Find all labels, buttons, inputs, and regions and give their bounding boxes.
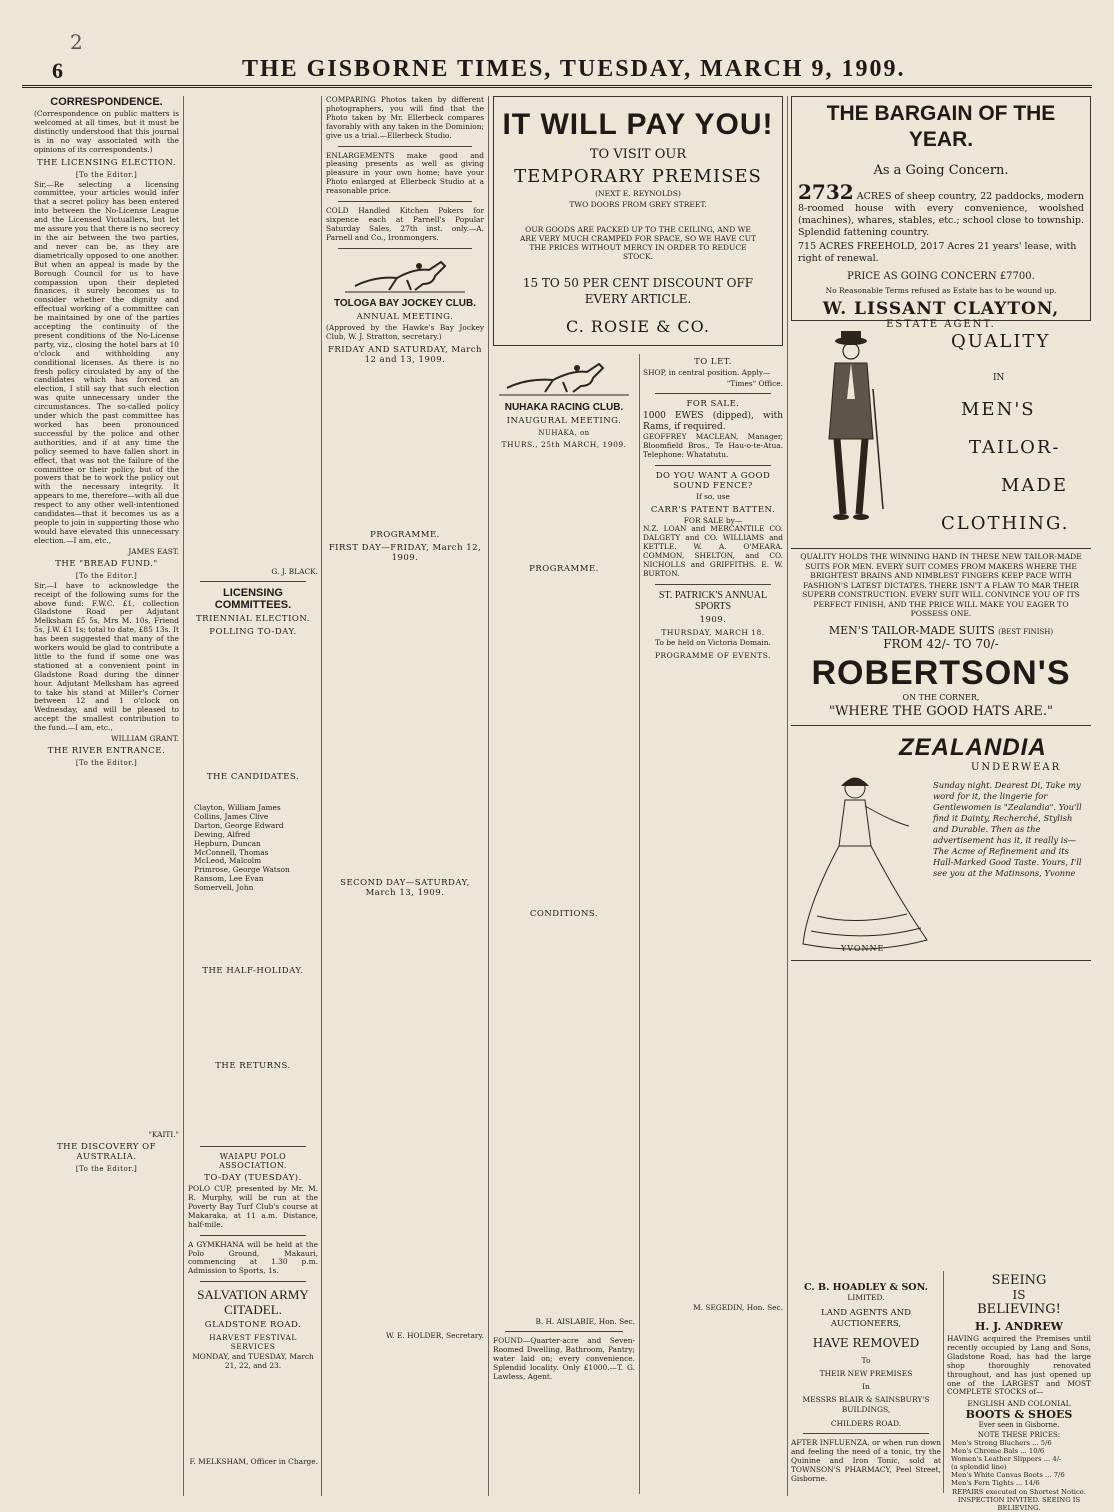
- maclean-contact: GEOFFREY MACLEAN, Manager, Bloomfield Bros., Te Hau-o-te-Atua. Telephone: Whatatutu.: [643, 431, 783, 459]
- pay-firm: C. ROSIE & CO.: [566, 317, 710, 336]
- tologa-subtitle: ANNUAL MEETING.: [356, 311, 454, 322]
- divider: [200, 581, 306, 582]
- letter-to: [To the Editor.]: [75, 759, 138, 768]
- for-sale-heading: FOR SALE.: [686, 398, 740, 409]
- column-rule: [321, 96, 322, 1496]
- inspection-note: INSPECTION INVITED. SEEING IS BELIEVING.: [957, 1496, 1081, 1512]
- patrick-programme: PROGRAMME OF EVENTS.: [654, 650, 772, 660]
- quality-text: QUALITY HOLDS THE WINNING HAND IN THESE NEW TAILOR-MADE SUITS FOR MEN. EVERY SUIT COMES FROM MAKERS WHERE THE BRIGHTEST BRAINS AND NIMBLEST FINGERS KEEP PACE WITH FASHION'S LATEST DICTATES. THERE ISN'T A FLAW TO MAR THEIR SUPERB CONSTRUCTION. EVERY SUIT WILL CONVINCE YOU OF ITS PERFECT FINISH, AND THE PRICE WILL MAKE YOU EAGER TO POSSESS ONE.: [800, 552, 1082, 618]
- pay-goods: OUR GOODS ARE PACKED UP TO THE CEILING, AND WE ARE VERY MUCH CRAMPED FOR SPACE, SO WE HAVE CUT THE PRICES WITHOUT MERCY IN ORDER TO REDUCE STOCK.: [519, 225, 757, 261]
- repairs-note: REPAIRS executed on Shortest Notice.: [952, 1488, 1086, 1497]
- made-word: MADE: [1001, 475, 1069, 496]
- racehorse-icon: [499, 358, 629, 398]
- divider: [338, 146, 472, 147]
- column-tologa: [326, 96, 484, 1496]
- returns-heading: THE RETURNS.: [215, 1061, 291, 1072]
- prices-title: NOTE THESE PRICES:: [977, 1431, 1061, 1440]
- suits-best-finish: (BEST FINISH): [998, 627, 1054, 636]
- mens-word: MEN'S: [961, 399, 1036, 420]
- nuhaka-title: NUHAKA RACING CLUB.: [504, 402, 624, 413]
- andrew-advert: [947, 1271, 1091, 1512]
- lady-figure-icon: [797, 766, 937, 956]
- gymkhana-text: A GYMKHANA will be held at the Polo Ground, Makauri, commencing at 1.30 p.m. Admission to Sports, 1s.: [188, 1239, 318, 1276]
- candidate-name: McLeod, Malcolm: [194, 856, 262, 866]
- clothing-word: CLOTHING.: [941, 513, 1070, 534]
- to-let-heading: TO LET.: [694, 357, 732, 367]
- candidate-name: Collins, James Clive: [194, 811, 269, 821]
- licensing-heading: LICENSING COMMITTEES.: [214, 587, 292, 611]
- robertsons-title: ROBERTSON'S: [811, 653, 1071, 692]
- column-display-ads: [791, 96, 1091, 1512]
- believing-word: BELIEVING!: [977, 1302, 1061, 1317]
- polling-heading: POLLING TO-DAY.: [209, 627, 297, 637]
- patrick-title: ST. PATRICK'S ANNUAL SPORTS: [658, 589, 768, 612]
- pay-premises: TEMPORARY PREMISES: [514, 166, 762, 187]
- pay-next: (NEXT E. REYNOLDS): [595, 189, 681, 198]
- letter-title: THE RIVER ENTRANCE.: [47, 746, 166, 757]
- divider: [200, 1281, 306, 1282]
- letter-title: THE "BREAD FUND.": [55, 558, 158, 569]
- divider: [655, 465, 771, 466]
- divider: [338, 201, 472, 202]
- officer-signature: F. MELKSHAM, Officer in Charge.: [189, 1457, 318, 1467]
- bargain-freehold: 715 ACRES FREEHOLD, 2017 Acres 21 years' lease, with right of renewal.: [798, 241, 1077, 264]
- letter-to: [To the Editor.]: [75, 170, 138, 179]
- candidate-name: Darton, George Edward: [194, 820, 284, 830]
- price-item: Men's Fern Tights ... 14/6: [951, 1479, 1040, 1488]
- letter-to: [To the Editor.]: [75, 1165, 138, 1174]
- candidate-name: Ransom, Lee Evan: [194, 874, 264, 884]
- tailor-word: TAILOR-: [969, 437, 1061, 458]
- nuhaka-events: [493, 576, 635, 906]
- column-rule: [183, 96, 184, 1496]
- fence-question: DO YOU WANT A GOOD SOUND FENCE?: [655, 470, 771, 491]
- divider: [655, 584, 771, 585]
- candidate-name: Hepburn, Duncan: [194, 838, 261, 848]
- suits-price: FROM 42/- TO 70/-: [883, 636, 999, 651]
- polo-heading: WAIAPU POLO ASSOCIATION.: [219, 1152, 287, 1171]
- nuhaka-place: NUHAKA, on: [538, 429, 590, 437]
- subcolumn-classified: [643, 354, 783, 1315]
- harvest-heading: HARVEST FESTIVAL SERVICES: [209, 1333, 297, 1352]
- boots-shoes: BOOTS & SHOES: [965, 1408, 1073, 1422]
- bargain-description: ACRES of sheep country, 22 paddocks, modern 8-roomed house with every convenience, woolshed (machines), whares, stables, etc.; school close to township. Splendid fattening country.: [798, 191, 1084, 238]
- hoadley-removed: HAVE REMOVED: [812, 1336, 920, 1350]
- tologa-dates: FRIDAY AND SATURDAY, March 12 and 13, 1909.: [328, 344, 482, 365]
- half-holiday-heading: THE HALF-HOLIDAY.: [202, 966, 304, 977]
- discovery-letter-continued: [188, 96, 318, 566]
- programme-heading: PROGRAMME.: [370, 529, 440, 540]
- conditions-text: [493, 921, 635, 1316]
- clayton-name: W. LISSANT CLAYTON,: [822, 299, 1060, 319]
- pokers-ad: COLD Handled Kitchen Pokers for sixpence each at Parnell's Popular Saturday Sales, 27th inst. only.—A. Parnell and Co., Ironmongers.: [326, 206, 484, 242]
- column-rule: [943, 1271, 944, 1493]
- price-item: Men's White Canvas Boots ... 7/6: [951, 1471, 1065, 1480]
- nuhaka-programme: PROGRAMME.: [529, 564, 599, 574]
- bargain-price: PRICE AS GOING CONCERN £7700.: [847, 271, 1035, 282]
- zealandia-title: ZEALANDIA: [899, 733, 1047, 761]
- letter-body-illegible: [34, 769, 179, 1129]
- andrew-text: HAVING acquired the Premises until recently occupied by Lang and Sons, Gladstone Road, has had the large shop thoroughly renovated throughout, and has just opened up one of the LARGEST and MOST COMPLETE STOCKS of—: [947, 1334, 1091, 1397]
- candidates-heading: THE CANDIDATES.: [206, 772, 300, 782]
- suits-label: MEN'S TAILOR-MADE SUITS: [828, 623, 995, 637]
- letter-signature: WILLIAM GRANT.: [111, 734, 179, 744]
- second-day-heading: SECOND DAY—SATURDAY, March 13, 1909.: [340, 877, 470, 898]
- robertsons-corner: ON THE CORNER,: [902, 692, 980, 702]
- letter-signature: "KAITI.": [148, 1130, 179, 1140]
- enlargement-ad: ENLARGEMENTS make good and pleasing presents as well as giving pleasure in your own home; have your Photo enlarged at Ellerbeck Studio at a reasonable price.: [326, 150, 484, 196]
- candidate-name: Primrose, George Watson: [194, 865, 290, 875]
- letter-body: Sir,—I have to acknowledge the receipt of the following sums for the above fund: F.W.C. £1, collection Gladstone Road per Adjutant Melksham £5 5s, Mrs M. 10s, Friend 5s, J.W. £1 1s; total to date, £85 13s. It has been suggested that many of the workers would be glad to contribute a little to the fund if some one was stationed at a convenient point in Gladstone Road during the dinner hour. Adjutant Melksham has agreed to take his stand at Miller's Corner between 12 and 1 o'clock on Wednesday, and will be pleased to accept the smallest contribution to the fund.—I am, etc.,: [34, 580, 179, 733]
- letter-body: Sir,—Re selecting a licensing committee, your articles would infer that a secret policy has been entered into between the No-License League and the Licensed Victuallers, but let me assure you that there is no secrecy in the air between the two parties, and never can be, as they are diametrically opposed to one another. But when an appeal is made by the Borough Council for us to have compassion upon their depleted finances, it surely becomes us to consider whether the dignity and effectual working of a committee can be maintained by one of the parties accepting the continuity of the present conditions of the No-License party, viz., closing the hotel bars at 10 o'clock and withholding any conditional licenses. As there is no fresh policy circulated by any of the candidates which has forced an election, I still say that such election was quite unnecessary under the circumstances. The so-called policy under which the past committee has worked has been pronounced successful by the police and other authorities, and if at any time the policy seemed to have fallen short in effect, that was not the failure of the committee or their policy, but of the powers that be to work the policy out with the necessary integrity. It appears to me, therefore—with all due respect to any other well-intentioned candidates—that it becomes us as a people to join in supporting those who would have elevated this unnecessary election.—I am, etc.,: [34, 179, 179, 545]
- candidate-name: Somervell, John: [194, 883, 254, 893]
- bargain-subtitle: As a Going Concern.: [873, 163, 1009, 178]
- corner-mark: 2: [70, 30, 83, 54]
- tologa-approval: (Approved by the Hawke's Bay Jockey Club, W. J. Stratton, secretary.): [326, 322, 484, 341]
- polo-cup-text: POLO CUP, presented by Mr. M. R. Murphy, will be run at the Poverty Bay Turf Club's course at Makaraka, at 11 a.m. Distance, half-mile.: [188, 1184, 318, 1229]
- andrew-name: H. J. ANDREW: [974, 1320, 1064, 1333]
- photo-ad: COMPARING Photos taken by different photographers, you will find that the Photo taken by Mr. Ellerbeck compares favorably with any taken in the Dominion; give us a trial.—Ellerbeck Studio.: [326, 95, 484, 140]
- correspondence-intro: (Correspondence on public matters is welcomed at all times, but it must be distinctly understood that this journal is in no way associated with the opinions of its correspondents.): [34, 109, 179, 154]
- secretary-signature: W. E. HOLDER, Secretary.: [385, 1330, 484, 1340]
- bargain-advert: [791, 96, 1091, 330]
- ever-seen: Ever seen in Gisborne.: [978, 1421, 1060, 1430]
- hoadley-in: In: [862, 1382, 870, 1391]
- tailor-advert: [791, 321, 1091, 549]
- price-item: Women's Leather Slippers ... 4/-: [951, 1455, 1062, 1464]
- fence-sale: FOR SALE by—: [683, 515, 743, 525]
- tologa-officers: [326, 367, 484, 527]
- divider: [338, 248, 472, 249]
- first-day-heading: FIRST DAY—FRIDAY, March 12, 1909.: [328, 542, 482, 563]
- divider: [200, 1235, 306, 1236]
- nuhaka-subtitle: INAUGURAL MEETING.: [506, 416, 622, 426]
- divider: [803, 1433, 929, 1434]
- salvation-title: SALVATION ARMY CITADEL.: [197, 1287, 309, 1318]
- letter-title: THE LICENSING ELECTION.: [37, 157, 176, 168]
- price-item: Men's Strong Bluchers ... 5/6: [951, 1439, 1052, 1448]
- racehorse-icon: [345, 254, 465, 294]
- divider: [505, 1331, 623, 1332]
- zealandia-advert: [791, 726, 1091, 961]
- found-ad: FOUND—Quarter-acre and Seven-Roomed Dwelling, Bathroom, Pantry; water laid on; every convenience. Splendid locality. Only £1000.—T. G. Lawless, Agent.: [493, 1336, 635, 1381]
- bargain-title: THE BARGAIN OF THE YEAR.: [826, 102, 1056, 151]
- patrick-events: [643, 662, 783, 1302]
- pay-visit: TO VISIT OUR: [589, 147, 687, 162]
- fence-agents: N.Z. LOAN and MERCANTILE CO. DALGETY and CO. WILLIAMS and KETTLE. W. A. O'MEARA. COMMON, SHELTON, and CO. NICHOLLS and GRIFFITHS. E. W. BURTON.: [643, 524, 783, 578]
- fence-so: If so, use: [696, 491, 730, 501]
- hoadley-advert: [791, 1278, 941, 1493]
- polling-text: [188, 639, 318, 769]
- candidate-name: McConnell, Thomas: [194, 847, 269, 857]
- hoadley-agents: LAND AGENTS AND AUCTIONEERS,: [821, 1308, 911, 1329]
- times-office: "Times" Office.: [726, 378, 783, 388]
- nuhaka-date: THURS., 25th MARCH, 1909.: [501, 440, 627, 449]
- bargain-note: No Reasonable Terms refused as Estate has to be wound up.: [825, 286, 1057, 295]
- triennial-heading: TRIENNIAL ELECTION.: [196, 614, 310, 624]
- second-day-events: [326, 900, 484, 1330]
- letter-signature: G. J. BLACK.: [271, 567, 318, 576]
- hoadley-limited: LIMITED.: [847, 1293, 885, 1302]
- column-correspondence: [34, 96, 179, 1496]
- newspaper-title: THE GISBORNE TIMES, TUESDAY, MARCH 9, 1909.: [242, 56, 906, 82]
- first-day-events: [326, 565, 484, 875]
- hoadley-to: To: [861, 1356, 871, 1365]
- patrick-place: To be held on Victoria Domain.: [655, 637, 771, 647]
- underwear-label: UNDERWEAR: [971, 761, 1062, 773]
- pay-doors: TWO DOORS FROM GREY STREET.: [569, 200, 707, 209]
- letter-to: [To the Editor.]: [75, 571, 138, 580]
- english-colonial: ENGLISH AND COLONIAL: [967, 1399, 1071, 1409]
- candidate-name: Clayton, William James: [194, 803, 281, 812]
- hoadley-name: C. B. HOADLEY & SON.: [804, 1282, 928, 1293]
- letter-signature: JAMES EAST.: [128, 546, 179, 556]
- page-number: 6: [52, 58, 63, 83]
- nuhaka-officers: [493, 451, 635, 561]
- good-hats: "WHERE THE GOOD HATS ARE.": [791, 704, 1091, 726]
- seeing-word: SEEING: [991, 1273, 1047, 1288]
- column-rule: [639, 354, 640, 1494]
- price-item: (a splendid line): [951, 1463, 1007, 1472]
- patrick-year: 1909.: [699, 614, 727, 625]
- salvation-subtitle: GLADSTONE ROAD.: [204, 1320, 302, 1331]
- yvonne-caption: YVONNE: [841, 943, 885, 953]
- divider: [655, 393, 771, 394]
- quality-word: QUALITY: [951, 331, 1051, 352]
- hoadley-blair: MESSRS BLAIR & SAINSBURY'S BUILDINGS,: [802, 1395, 930, 1414]
- hoadley-childers: CHILDERS ROAD.: [830, 1419, 902, 1428]
- in-word: IN: [993, 373, 1005, 383]
- column-rule: [488, 96, 489, 1496]
- bargain-text: [798, 180, 1084, 239]
- conditions-heading: CONDITIONS.: [529, 909, 599, 919]
- candidate-name: Dewing, Alfred: [194, 829, 251, 839]
- suits-line: [791, 624, 1091, 637]
- harvest-dates: MONDAY, and TUESDAY, March 21, 22, and 23.: [192, 1352, 314, 1371]
- column-rule: [787, 96, 788, 1496]
- price-item: Men's Chrome Bals ... 10/6: [951, 1447, 1045, 1456]
- pay-title: IT WILL PAY YOU!: [502, 108, 774, 141]
- pay-discount: 15 TO 50 PER CENT DISCOUNT OFF EVERY ARTICLE.: [522, 276, 754, 306]
- influenza-ad: AFTER INFLUENZA, or when run down and feeling the need of a tonic, try the Quinine and Iron Tonic, sold at TOWNSON'S PHARMACY, Peel Street, Gisborne.: [791, 1438, 941, 1483]
- patrick-hon-sec: M. SEGEDIN, Hon. Sec.: [693, 1302, 783, 1312]
- patrick-date: THURSDAY, MARCH 18.: [661, 627, 765, 637]
- is-word: IS: [1012, 1288, 1026, 1302]
- polo-today: TO-DAY (TUESDAY).: [204, 1173, 302, 1184]
- gentleman-figure-icon: [811, 329, 891, 524]
- subcolumn-racing: [493, 354, 635, 1382]
- ewes-ad: 1000 EWES (dipped), with Rams, if required.: [643, 410, 783, 432]
- column-licensing: [188, 96, 318, 1496]
- hoadley-new-premises: THEIR NEW PREMISES: [819, 1369, 913, 1378]
- candidates-list: [188, 804, 318, 893]
- zealandia-letter: Sunday night. Dearest Di, Take my word for it, the lingerie for Gentlewomen is "Zealandia". You'll find it Dainty, Recherché, Stylish and Durable. Then as the advertisement has it, it really is—The Acme of Refinement and its Hall-Marked Good Taste. Yours, I'll see you at the Matinsons, Yvonne: [933, 779, 1082, 878]
- bargain-acres: 2732: [798, 180, 854, 204]
- shop-ad: SHOP, in central position. Apply—: [643, 368, 771, 377]
- price-list: [947, 1439, 1091, 1487]
- hon-sec-signature: B. H. AISLABIE, Hon. Sec.: [535, 1317, 635, 1326]
- tologa-title: TOLOGA BAY JOCKEY CLUB.: [333, 297, 477, 309]
- estate-agent: ESTATE AGENT.: [886, 319, 996, 330]
- correspondence-heading: CORRESPONDENCE.: [50, 96, 163, 108]
- rosie-advert: [493, 96, 783, 346]
- column-ads-racing: [493, 96, 783, 1496]
- divider: [200, 1146, 306, 1147]
- masthead: [22, 52, 1092, 88]
- fence-name: CARR'S PATENT BATTEN.: [650, 504, 776, 515]
- letter-title: THE DISCOVERY OF AUSTRALIA.: [57, 1142, 156, 1163]
